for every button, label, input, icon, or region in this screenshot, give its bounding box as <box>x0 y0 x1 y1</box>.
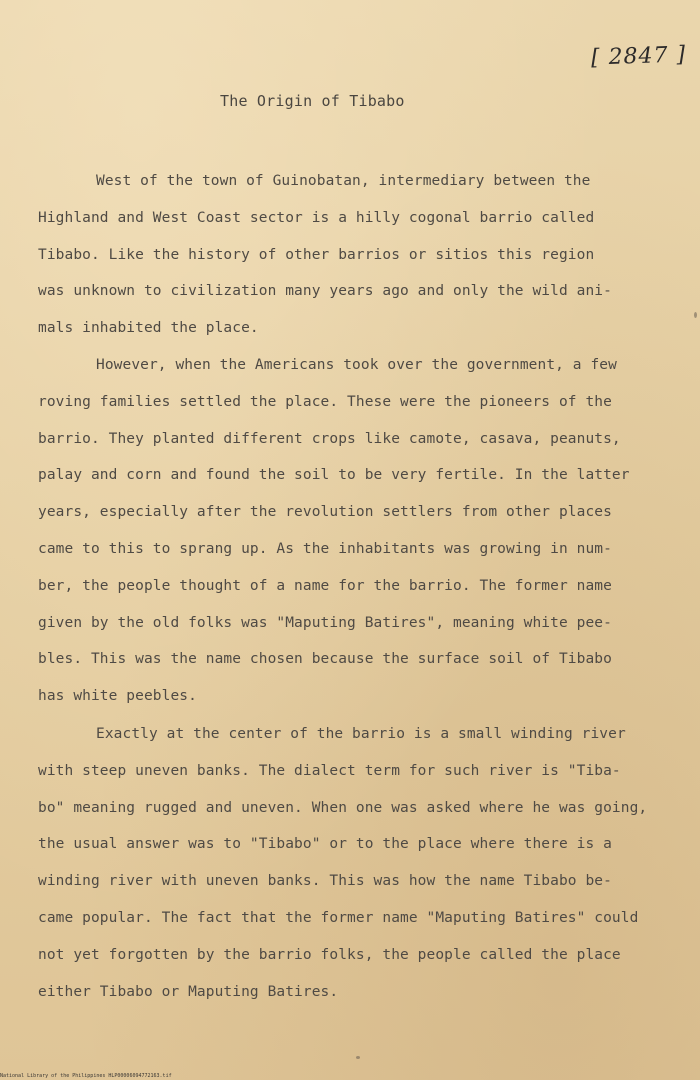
text-line: ber, the people thought of a name for the barrio. The former name <box>38 577 612 594</box>
text-line: has white peebles. <box>38 688 197 705</box>
text-line: However, when the Americans took over the government, a few <box>96 357 617 373</box>
text-line: either Tibabo or Maputing Batires. <box>38 983 339 1000</box>
text-line: was unknown to civilization many years ago and only the wild ani- <box>38 283 612 300</box>
text-line: barrio. They planted different crops like camote, casava, peanuts, <box>38 430 621 447</box>
text-line: roving families settled the place. These were the pioneers of the <box>38 393 612 410</box>
paragraph-3 <box>38 716 678 1010</box>
text-line: given by the old folks was "Maputing Batires", meaning white pee- <box>38 614 612 631</box>
text-line: the usual answer was to "Tibabo" or to the place where there is a <box>38 836 612 853</box>
text-line: Exactly at the center of the barrio is a small winding river <box>96 726 626 742</box>
reference-number: [ 2847 ] <box>590 42 687 71</box>
text-line: winding river with uneven banks. This was how the name Tibabo be- <box>38 873 612 890</box>
paragraph-1 <box>38 163 678 347</box>
text-line: West of the town of Guinobatan, intermediary between the <box>96 173 591 189</box>
text-line: mals inhabited the place. <box>38 320 259 337</box>
paper-speck <box>356 1056 360 1059</box>
text-line: palay and corn and found the soil to be very fertile. In the latter <box>38 467 630 484</box>
text-line: Highland and West Coast sector is a hilly cogonal barrio called <box>38 209 595 226</box>
text-line: bles. This was the name chosen because the surface soil of Tibabo <box>38 651 612 668</box>
text-line: Tibabo. Like the history of other barrios or sitios this region <box>38 246 595 263</box>
document-title: The Origin of Tibabo <box>220 92 405 110</box>
text-line: not yet forgotten by the barrio folks, the people called the place <box>38 946 621 963</box>
text-line: years, especially after the revolution settlers from other places <box>38 504 612 521</box>
archive-footer: National Library of the Philippines HLP00006094772163.tif <box>0 1073 172 1079</box>
text-line: came popular. The fact that the former name "Maputing Batires" could <box>38 909 639 926</box>
text-line: with steep uneven banks. The dialect term for such river is "Tiba- <box>38 762 621 779</box>
paper-speck <box>694 312 697 318</box>
text-line: bo" meaning rugged and uneven. When one was asked where he was going, <box>38 799 648 816</box>
text-line: came to this to sprang up. As the inhabitants was growing in num- <box>38 540 612 557</box>
paragraph-2 <box>38 347 678 715</box>
